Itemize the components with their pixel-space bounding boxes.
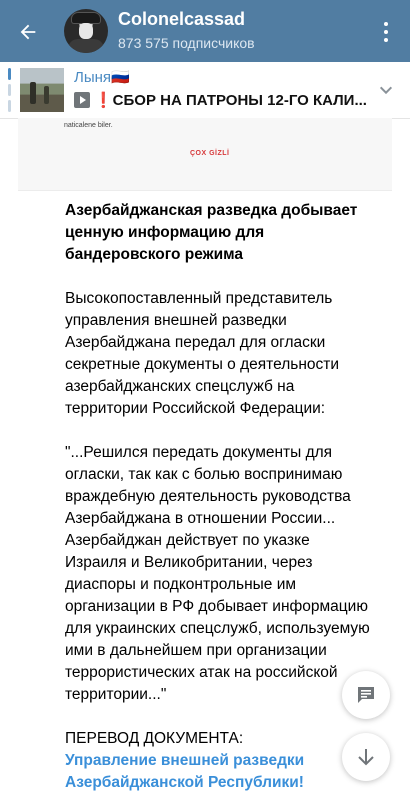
more-vertical-icon: [384, 22, 388, 26]
pinned-text: ❗СБОР НА ПАТРОНЫ 12-ГО КАЛИ...: [94, 92, 367, 109]
pinned-indicator: [8, 68, 11, 80]
back-button[interactable]: [12, 16, 44, 48]
pinned-author: Лыня🇷🇺: [74, 69, 130, 86]
channel-avatar[interactable]: [64, 9, 108, 53]
message-image[interactable]: [18, 118, 392, 191]
scroll-down-button[interactable]: [342, 733, 390, 781]
comments-button[interactable]: [342, 671, 390, 719]
more-options-button[interactable]: [374, 17, 398, 47]
message-heading: Азербайджанская разведка добывает ценную информацию для бандеровского режима: [65, 202, 358, 263]
arrow-left-icon: [17, 21, 39, 43]
translation-label: ПЕРЕВОД ДОКУМЕНТА:: [65, 730, 244, 747]
channel-title[interactable]: Colonelcassad: [118, 9, 246, 29]
arrow-down-icon: [354, 745, 378, 769]
message-body: [65, 200, 375, 794]
message-link[interactable]: Управление внешней разведки Азербайджанской Республики!: [65, 752, 305, 791]
pinned-message-bar[interactable]: [0, 62, 410, 119]
expand-pinned-button[interactable]: [376, 80, 396, 100]
video-icon: [74, 92, 90, 108]
chevron-down-icon: [378, 82, 394, 98]
message-paragraph-1: Высокопоставленный представитель управления внешней разведки Азербайджана передал для огласки секретные документы о деятельности азербайджанских спецслужб на территории Российской Федерации:: [65, 290, 340, 417]
image-stamp: ÇOX GİZLİ: [190, 150, 230, 157]
image-text: naticalene biler.: [64, 122, 113, 129]
pinned-thumbnail: [20, 68, 64, 112]
subscriber-count: 873 575 подписчиков: [118, 35, 255, 51]
message-paragraph-2: "...Решился передать документы для огласки, так как с болью воспринимаю враждебную деятельность руководства Азербайджана в отношении России... Азербайджан действует по указке Израиля и Великобритании, через диаспоры и подконтрольные им организации в РФ добывает информацию для украинских спецслужб, используемую ими в дальнейшем при организации террористических атак на российской территории...": [65, 444, 370, 703]
comment-icon: [354, 683, 378, 707]
chat-header: [0, 0, 410, 62]
